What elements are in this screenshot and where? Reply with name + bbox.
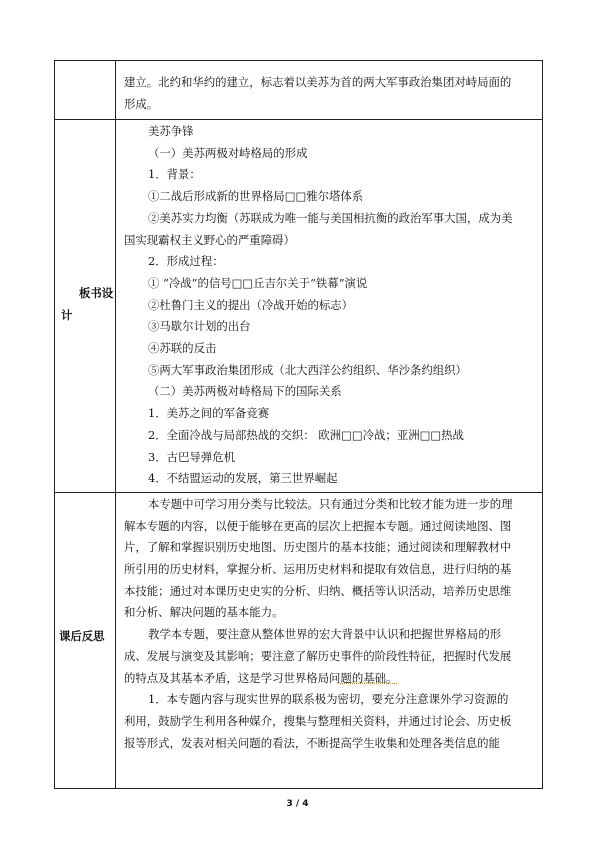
text-line: 报等形式，发表对相关问题的看法，不断提高学生收集和处理各类信息的能 (124, 735, 500, 750)
text-line: ⑤两大军事政治集团形成（北大西洋公约组织、华沙条约组织） (148, 362, 467, 377)
text-line: 形成。 (124, 96, 159, 111)
reflection-label: 课后反思 (59, 628, 105, 643)
subsection-title: （一）美苏两极对峙格局的形成 (148, 145, 308, 160)
board-design-label-cont: 计 (61, 308, 73, 322)
text-line: 国实现霸权主义野心的严重障碍） (124, 232, 295, 247)
subsection-title: （二）美苏两极对峙格局下的国际关系 (148, 384, 342, 399)
text-line: ③马歇尔计划的出台 (148, 319, 251, 334)
lesson-table (54, 60, 543, 789)
text-line: 1．本专题内容与现实世界的联系极为密切，要充分注意课外学习资源的 (148, 692, 509, 707)
board-design-label: 板书设 (79, 286, 114, 300)
text-line: 建立。北约和华约的建立，标志着以美苏为首的两大军事政治集团对峙局面的 (124, 75, 512, 89)
text-line: 3．古巴导弹危机 (148, 449, 235, 464)
board-design-label-cell (55, 120, 116, 493)
text-line: ① “冷战”的信号□□丘吉尔关于“铁幕”演说 (148, 275, 368, 290)
reflection-content (116, 492, 543, 788)
section-title: 美苏争锋 (148, 124, 194, 138)
table-row (55, 120, 543, 493)
text-line: 解本专题的内容，以便于能够在更高的层次上把握本专题。通过阅读地图、图 (124, 518, 512, 533)
text-line: 利用，鼓励学生利用各种媒介，搜集与整理相关资料，并通过讨论会、历史板 (124, 713, 512, 728)
text-line: 和分析、解决问题的基本能力。 (124, 605, 284, 620)
text-line: 1．背景： (148, 167, 201, 182)
text-line: 2．形成过程： (148, 254, 224, 269)
board-design-content (116, 120, 543, 493)
text-line: ①二战后形成新的世界格局□□雅尔塔体系 (148, 189, 364, 204)
text-fragment: 的特点及其基本矛盾，这是学习世界格局问 (124, 670, 341, 685)
text-fragment: 题的基础。 (340, 670, 398, 685)
row-label-cell (55, 61, 116, 120)
text-line: ④苏联的反击 (148, 341, 217, 356)
reflection-label-cell (55, 492, 116, 788)
text-line: 教学本专题，要注意从整体世界的宏大背景中认识和把握世界格局的形 (148, 627, 502, 642)
text-line: ②美苏实力均衡（苏联成为唯一能与美国相抗衡的政治军事大国，成为美 (148, 210, 513, 225)
table-row (55, 61, 543, 120)
row-content-cell (116, 61, 543, 120)
text-line: 本专题中可学习用分类与比较法。只有通过分类和比较才能为进一步的理 (148, 496, 513, 511)
text-line: 所引用的历史材料，掌握分析、运用历史材料和提取有效信息，进行归纳的基 (124, 562, 512, 577)
text-line: 2．全面冷战与局部热战的交织： 欧洲□□冷战；亚洲□□热战 (148, 427, 464, 442)
text-line (124, 668, 534, 690)
table-row (55, 492, 543, 788)
text-line: ②杜鲁门主义的提出（冷战开始的标志） (148, 297, 354, 312)
text-line: 本技能；通过对本课历史史实的分析、归纳、概括等认识活动，培养历史思维 (124, 583, 512, 598)
text-line: 片，了解和掌握识别历史地图、历史图片的基本技能；通过阅读和理解教材中 (124, 540, 512, 555)
page-number: 3 / 4 (286, 799, 309, 809)
text-line: 4．不结盟运动的发展，第三世界崛起 (148, 471, 338, 486)
text-line: 成、发展与演变及其影响；要注意了解历史事件的阶段性特征，把握时代发展 (124, 648, 512, 663)
text-line: 1．美苏之间的军备竞赛 (148, 406, 270, 421)
